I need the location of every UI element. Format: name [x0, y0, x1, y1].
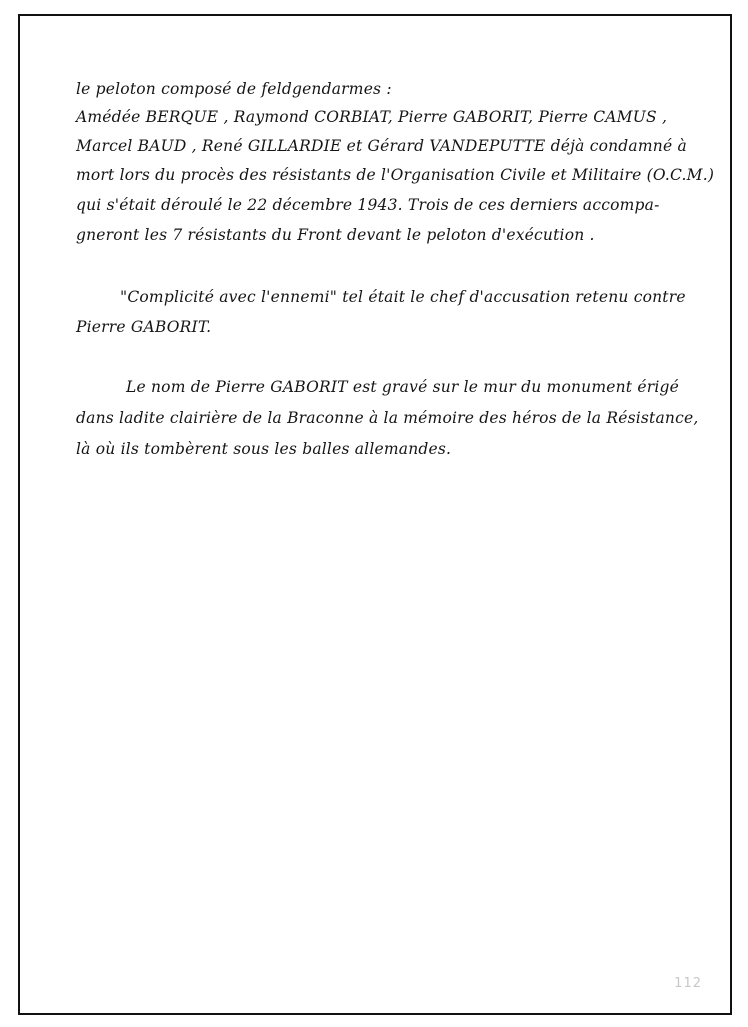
text-line: "Complicité avec l'ennemi" tel était le chef d'accusation retenu contre — [120, 288, 686, 306]
page-number: 112 — [674, 976, 702, 991]
text-line: Le nom de Pierre GABORIT est gravé sur le mur du monument érigé — [126, 378, 679, 396]
text-line: Marcel BAUD , René GILLARDIE et Gérard VANDEPUTTE déjà condamné à — [76, 137, 687, 155]
text-line: dans ladite clairière de la Braconne à la mémoire des héros de la Résistance, — [76, 409, 699, 427]
text-line: Amédée BERQUE , Raymond CORBIAT, Pierre GABORIT, Pierre CAMUS , — [76, 108, 668, 126]
text-line: mort lors du procès des résistants de l'Organisation Civile et Militaire (O.C.M.) — [76, 166, 715, 184]
text-line: là où ils tombèrent sous les balles allemandes. — [76, 440, 452, 458]
page-frame — [18, 14, 732, 1015]
text-line: gneront les 7 résistants du Front devant le peloton d'exécution . — [76, 226, 595, 244]
text-line: qui s'était déroulé le 22 décembre 1943. Trois de ces derniers accompa- — [76, 196, 660, 214]
text-line: Pierre GABORIT. — [76, 318, 212, 336]
text-line: le peloton composé de feldgendarmes : — [76, 80, 392, 98]
